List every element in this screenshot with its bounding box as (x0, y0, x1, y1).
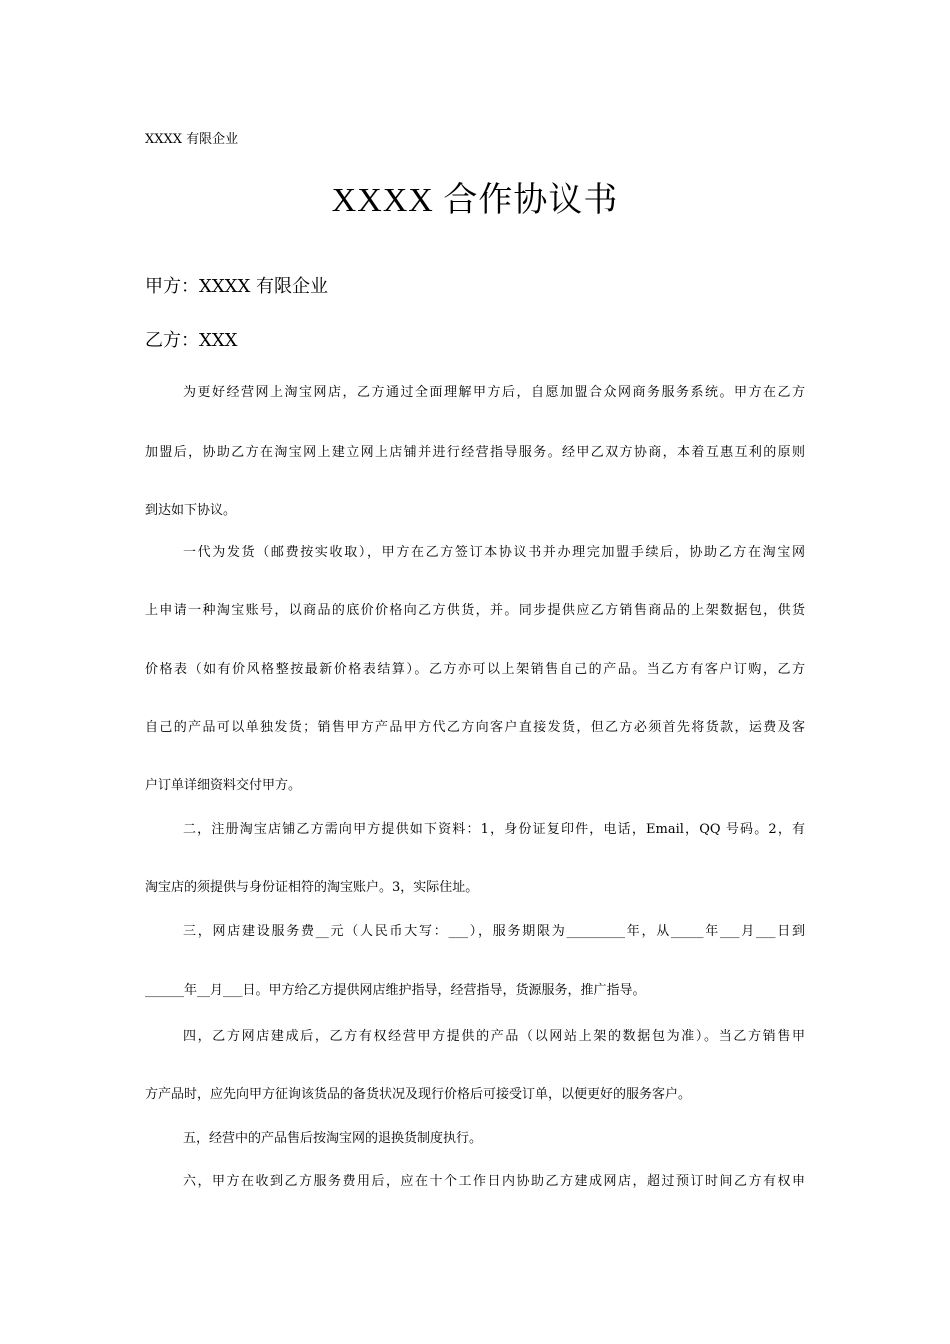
paragraph-line: 方产品时，应先向甲方征询该货品的备货状况及现行价格后可接受订单，以便更好的服务客户。 (145, 1087, 692, 1102)
paragraph-line: 三，网店建设服务费__元（人民币大写：___），服务期限为_________年，从_____年___月___日到 (183, 924, 805, 939)
paragraph-line: ______年__月___日。甲方给乙方提供网店维护指导，经营指导，货源服务，推广指导。 (145, 983, 646, 998)
party-b: 乙方：XXX (145, 330, 238, 351)
paragraph-line: 为更好经营网上淘宝网店，乙方通过全面理解甲方后，自愿加盟合众网商务服务系统。甲方在乙方 (183, 385, 805, 400)
paragraph-line: 五，经营中的产品售后按淘宝网的退换货制度执行。 (183, 1131, 483, 1146)
paragraph-line: 淘宝店的须提供与身份证相符的淘宝账户。3，实际住址。 (145, 880, 479, 895)
paragraph-line: 加盟后，协助乙方在淘宝网上建立网上店铺并进行经营指导服务。经甲乙双方协商，本着互惠互利的原则 (145, 445, 805, 460)
party-a: 甲方：XXXX 有限企业 (145, 276, 328, 297)
paragraph-line: 二，注册淘宝店铺乙方需向甲方提供如下资料：1，身份证复印件，电话，Email，QQ 号码。2，有 (183, 822, 805, 837)
paragraph-line: 一代为发货（邮费按实收取），甲方在乙方签订本协议书并办理完加盟手续后，协助乙方在淘宝网 (183, 545, 805, 560)
paragraph-line: 户订单详细资料交付甲方。 (145, 778, 302, 793)
paragraph-line: 价格表（如有价风格整按最新价格表结算）。乙方亦可以上架销售自己的产品。当乙方有客户订购，乙方 (145, 662, 805, 677)
document-title: XXXX 合作协议书 (331, 182, 619, 219)
paragraph-line: 六，甲方在收到乙方服务费用后，应在十个工作日内协助乙方建成网店，超过预订时间乙方有权申 (183, 1174, 805, 1189)
paragraph-line: 到达如下协议。 (145, 503, 237, 518)
paragraph-line: 自己的产品可以单独发货；销售甲方产品甲方代乙方向客户直接发货，但乙方必须首先将货款，运费及客 (145, 720, 805, 735)
paragraph-line: 四，乙方网店建成后，乙方有权经营甲方提供的产品（以网站上架的数据包为准）。当乙方销售甲 (183, 1029, 805, 1044)
paragraph-line: 上申请一种淘宝账号，以商品的底价价格向乙方供货，并。同步提供应乙方销售商品的上架数据包，供货 (145, 603, 805, 618)
header-company-name: XXXX 有限企业 (145, 132, 239, 147)
